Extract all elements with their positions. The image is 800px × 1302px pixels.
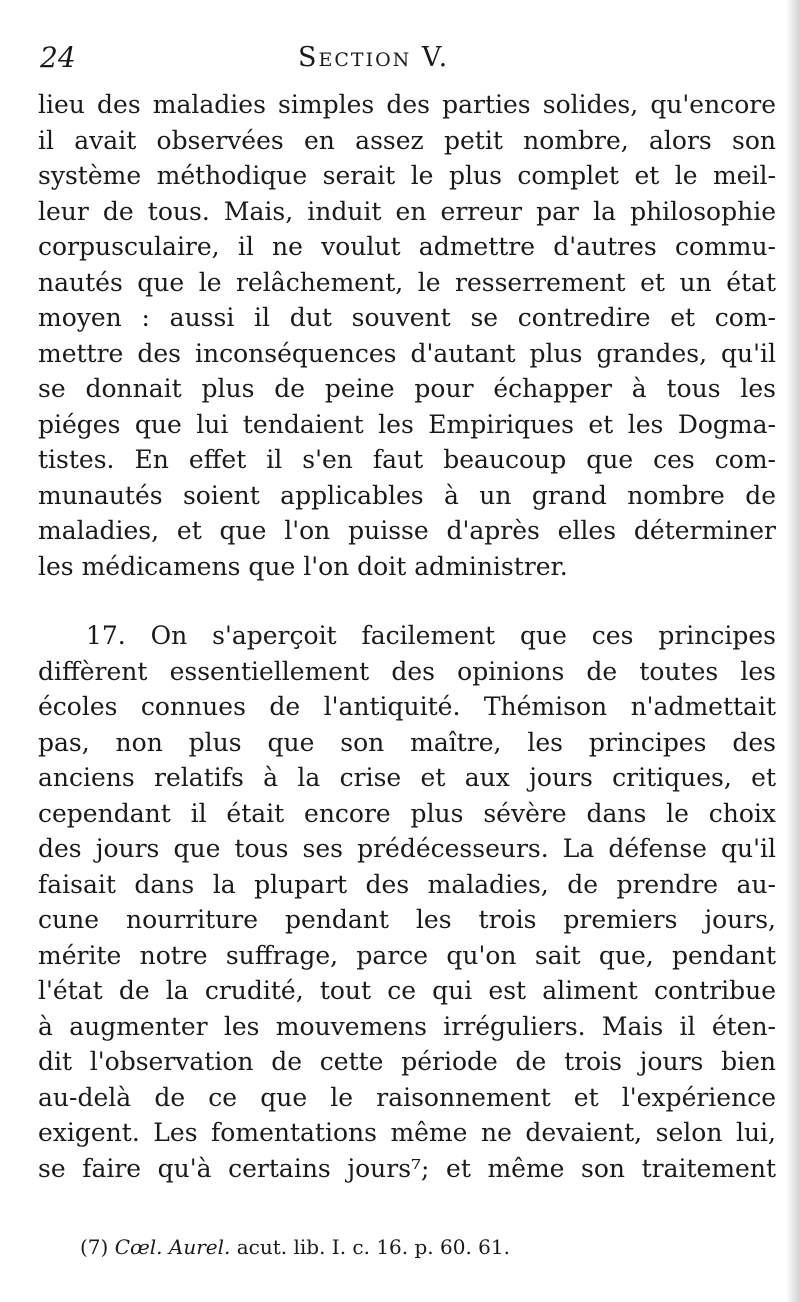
paragraph-continuation [38,87,776,584]
footnote-reference: acut. lib. I. c. 16. p. 60. 61. [236,1235,510,1259]
running-head [40,38,780,78]
text-line: pas, non plus que son maître, les principes des [38,727,776,757]
text-line: des jours que tous ses prédécesseurs. La défense qu'il [38,834,776,863]
text-line: se donnait plus de peine pour échapper à tous les [38,374,776,403]
footnote [80,1232,510,1262]
text-line: lieu des maladies simples des parties solides, qu'encore [38,90,776,119]
page-number: 24 [40,41,76,74]
text-line: système méthodique serait le plus complet et le meil- [38,161,776,190]
text-line: tistes. En effet il s'en faut beaucoup que ces com- [38,445,776,474]
text-line: les médicamens que l'on doit administrer. [38,551,568,581]
text-line: à augmenter les mouvemens irréguliers. Mais il éten- [38,1011,776,1041]
footnote-mark: (7) [80,1235,109,1259]
text-line: cune nourriture pendant les trois premiers jours, [38,905,776,934]
text-line: il avait observées en assez petit nombre, alors son [38,125,776,155]
text-line: cependant il était encore plus sévère dans le choix [38,798,776,828]
page-edge-shadow [786,0,800,1302]
text-line: maladies, et que l'on puisse d'après elles déterminer [38,516,776,545]
text-line: diffèrent essentiellement des opinions de toutes les [38,656,776,686]
text-line: moyen : aussi il dut souvent se contredire et com- [38,303,776,332]
text-line: faisait dans la plupart des maladies, de prendre au- [38,869,776,899]
text-line: mérite notre suffrage, parce qu'on sait que, pendant [38,940,776,970]
text-line: munautés soient applicables à un grand nombre de [38,480,776,510]
section-title: Section V. [298,42,450,73]
text-line: mettre des inconséquences d'autant plus grandes, qu'il [38,338,776,368]
text-line: au-delà de ce que le raisonnement et l'expérience [38,1082,776,1112]
text-line: corpusculaire, il ne voulut admettre d'autres commu- [38,232,776,261]
paragraph-17 [38,618,776,1186]
text-line: anciens relatifs à la crise et aux jours critiques, et [38,763,776,792]
text-line: exigent. Les fomentations même ne devaient, selon lui, [38,1118,776,1147]
text-line: nautés que le relâchement, le resserrement et un état [38,267,776,297]
text-line: dit l'observation de cette période de trois jours bien [38,1047,776,1076]
text-line: se faire qu'à certains jours⁷; et même son traitement [38,1153,776,1183]
text-line: l'état de la crudité, tout ce qui est aliment contribue [38,976,776,1005]
text-line: leur de tous. Mais, induit en erreur par la philosophie [38,196,776,226]
text-line: piéges que lui tendaient les Empiriques et les Dogma- [38,409,776,439]
footnote-author: Cœl. Aurel. [114,1235,231,1259]
text-line: écoles connues de l'antiquité. Thémison n'admettait [38,692,776,721]
text-line: 17. On s'aperçoit facilement que ces principes [86,621,776,650]
